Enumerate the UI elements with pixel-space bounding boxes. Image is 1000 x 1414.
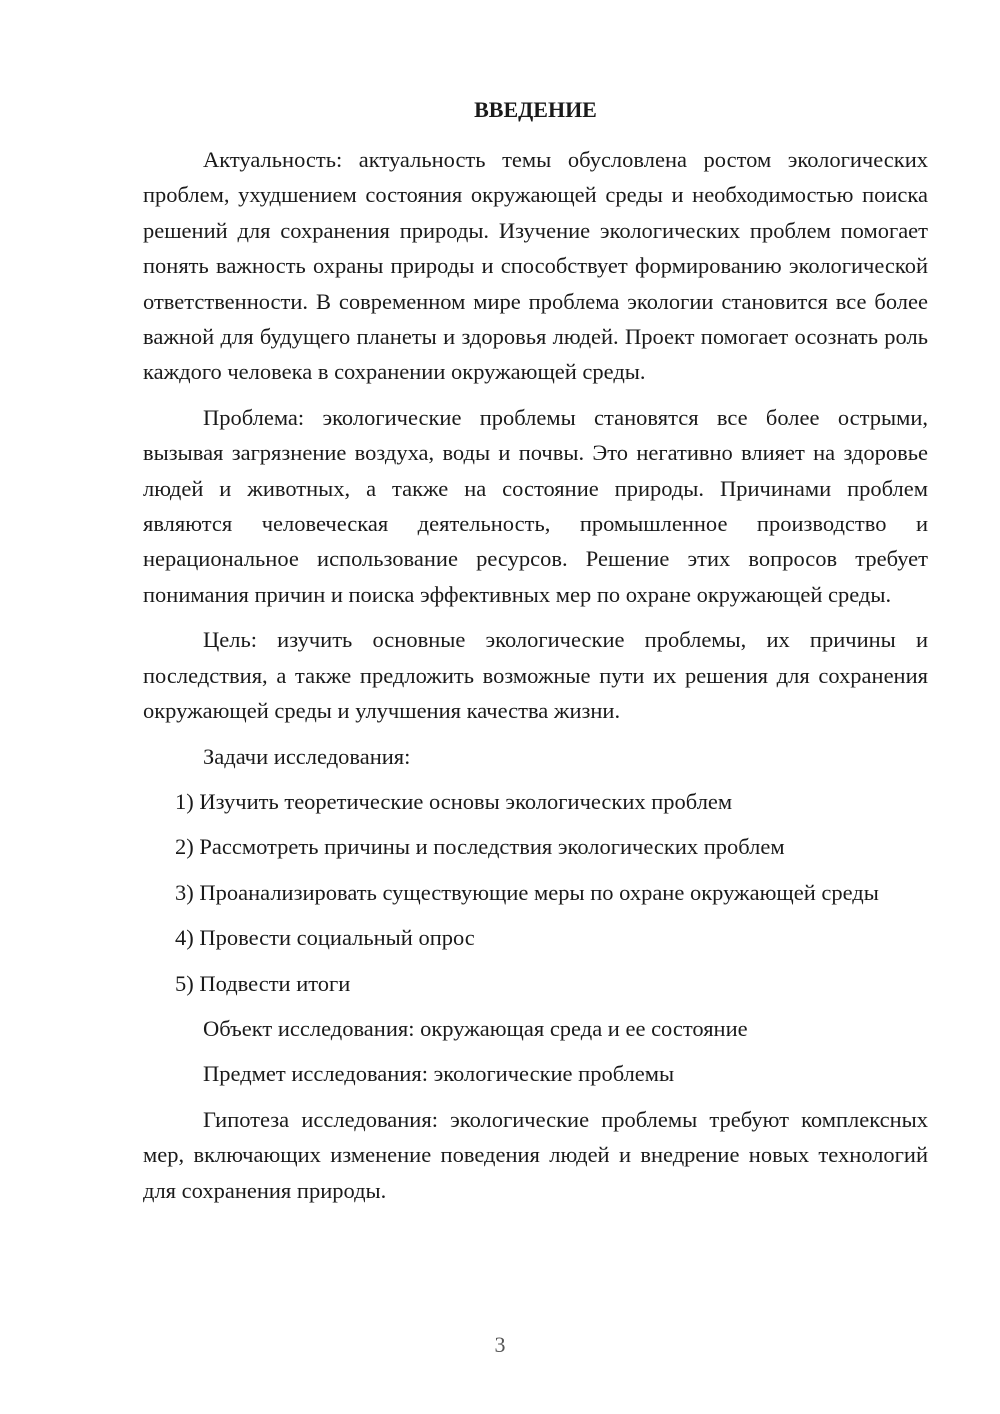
document-body xyxy=(143,142,928,1218)
task-item: 1) Изучить теоретические основы экологических проблем xyxy=(175,788,733,814)
object-paragraph: Объект исследования: окружающая среда и ее состояние xyxy=(203,1015,748,1041)
section-heading: ВВЕДЕНИЕ xyxy=(474,97,597,122)
task-item: 4) Провести социальный опрос xyxy=(175,925,475,951)
tasks-title: Задачи исследования: xyxy=(203,743,411,769)
task-item: 3) Проанализировать существующие меры по охране окружающей среды xyxy=(175,879,879,905)
hypothesis-paragraph: Гипотеза исследования: экологические проблемы требуют комплексных мер, включающих изменение поведения людей и внедрение новых технологий для сохранения природы. xyxy=(143,1106,928,1203)
goal-paragraph: Цель: изучить основные экологические проблемы, их причины и последствия, а также предложить возможные пути их решения для сохранения окружающей среды и улучшения качества жизни. xyxy=(143,627,928,724)
relevance-paragraph: Актуальность: актуальность темы обусловлена ростом экологических проблем, ухудшением состояния окружающей среды и необходимостью поиска решений для сохранения природы. Изучение экологических проблем помогает понять важность охраны природы и способствует формированию экологической ответственности. В современном мире проблема экологии становится все более важной для будущего планеты и здоровья людей. Проект помогает осознать роль каждого человека в сохранении окружающей среды. xyxy=(143,147,928,385)
subject-paragraph: Предмет исследования: экологические проблемы xyxy=(203,1061,675,1087)
page-number: 3 xyxy=(494,1332,506,1357)
task-item: 2) Рассмотреть причины и последствия экологических проблем xyxy=(175,834,785,860)
task-item: 5) Подвести итоги xyxy=(175,970,351,996)
problem-paragraph: Проблема: экологические проблемы становятся все более острыми, вызывая загрязнение воздуха, воды и почвы. Это негативно влияет на здоровье людей и животных, а также на состояние природы. Причинами проблем являются человеческая деятельность, промышленное производство и нерациональное использование ресурсов. Решение этих вопросов требует понимания причин и поиска эффективных мер по охране окружающей среды. xyxy=(143,404,928,607)
